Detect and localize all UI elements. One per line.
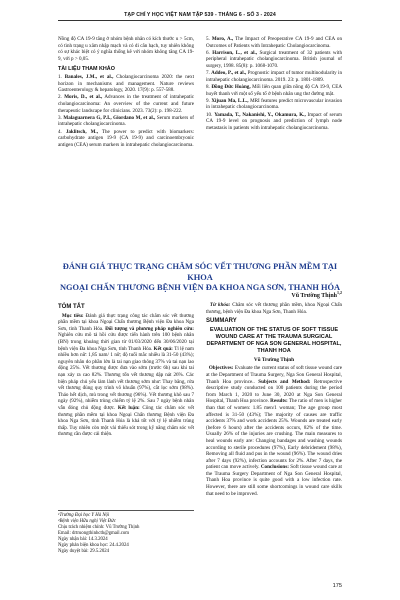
reference-item: 7. Addeo, P., et al., Prognostic impact of tumor multinodularity in intrahepatic cholangiocarcinoma. 2019. 23: p. 1801-1809. [206,70,342,83]
reference-item: 5. Moro, A., The Impact of Preoperative CA 19-9 and CEA on Outcomes of Patients with Intrahepatic Cholangiocarcinoma. [206,36,342,49]
author-affiliation-sup: 1,2 [337,290,342,295]
intro-paragraph: Nồng độ CA 19-9 tăng ở nhóm bệnh nhân có kích thước u > 5cm, có tình trạng u xâm nhập mạch và có di căn hạch, tuy nhiên không có sự khác biệt có ý nghĩa thống kê với nhóm không tăng CA 19-9, với p > 0,05. [58,36,194,62]
article-title-block [58,262,342,294]
article-title-line-2: NGOẠI CHẤN THƯƠNG BỆNH VIỆN ĐA KHOA NGA SƠN, THANH HÓA [59,283,341,293]
abstract-vietnamese [58,302,194,438]
footnote-affiliation-1: ¹Trường Đại học Y Hà Nội [58,513,110,518]
footnote-reviewed: Ngày phản biện khoa học: 24.4.2024 [58,543,129,548]
article-author: Vũ Trường Thịnh$^{1,2}$ [291,290,342,299]
keywords-paragraph: Từ khóa: Chăm sóc vết thương phần mềm, khoa Ngoại Chấn thương, bệnh viện Đa khoa Nga Sơn, Thanh Hóa. [206,302,343,315]
reference-item: 1. Banales, J.M., et al., Cholangiocarcinoma 2020: the next horizon in mechanisms and management. Nature reviews Gastroenterology & hepatology, 2020. 17(9): p. 557-588. [58,73,194,94]
reference-item: 10. Yamada, T., Nakanishi, Y., Okamura, K., Impact of serum CA 19-9 level on prognosis and prediction of lymph node metastasis in patients with intrahepatic cholangiocarcinoma. [206,111,342,131]
summary-paragraph: Objectives: Evaluate the current status of soft tissue wound care at the Department of Trauma Surgery, Nga Son General Hospital, Thanh Hoa province.. Subjects and Method: Retrospective descriptive study conducted on 100 patients during the period from March 1, 2020 to June 30, 2020 at Nga Son General Hospital, Thanh Hoa province. Results: The ratio of men is higher than that of women: 1.85 men/1 woman; The age group most affected is 31-50 (43%); The majority of causes are traffic accidents 37% and work accidents 25%. Wounds are treated early (before 6 hours) after the accidents occurs, 82% of the time. Usually 26% of the injuries are crushing. The main measures to heal wounds early are: Changing bandages and washing wounds according to sterile procedures (97%), Early debridement (98%), Removing all fluid and pus in the wound (96%). The wound dries after 7 days (92%), infection accounts for 2%. After 7 days, the patient can move actively. Conclusions: Soft tissue wound care at the Trauma Surgery Department of Nga Son General Hospital, Thanh Hoa province is quite good with a low infection rate. However, there are still some shortcomings in wound care skills that need to be improved. [206,365,343,497]
summary-heading: SUMMARY [206,318,237,325]
reference-item: 6. Harrison, L., et al., Surgical treatment of 32 patients with peripheral intrahepatic cholangiocarcinoma. British journal of surgery, 1998. 85(8): p. 1068-1070. [206,49,342,69]
references-list-right [206,36,342,131]
reference-item: 9. Xijuan Ma, L.L., MRI features predict microvascular invasion in intrahepatic cholangiocarcinoma. [206,97,343,111]
footnotes [58,510,194,555]
journal-header: TẠP CHÍ Y HỌC VIỆT NAM TẬP 539 - THÁNG 6 - SỐ 3 - 2024 [58,12,342,21]
page-number: 175 [332,583,342,589]
right-top-column [206,36,342,132]
reference-item: 3. Malaguarnera G, P.I., Giordano M, et al., Serum markers of intrahepatic cholangiocarcinoma. [58,114,194,128]
summary-english-author: Vũ Trường Thịnh [253,356,295,363]
footnote-email: Email: drtruongthinhcth@gmail.com [58,531,130,536]
footnote-received: Ngày nhận bài: 14.3.2024 [58,537,108,542]
reference-item: 8. Đồng Đức Hoàng, Mối liên quan giữa nồng độ CA 19-9, CEA huyết thanh với một số yếu tố ở bệnh nhân ung thư đường mật. [206,83,342,97]
footnote-corresponding: Chịu trách nhiệm chính: Vũ Trường Thịnh [58,525,140,530]
abstract-paragraph: Mục tiêu: Đánh giá thực trạng công tác chăm sóc vết thương phần mềm tại khoa Ngoại Chấn thương Bệnh viện Đa khoa Nga Sơn, tỉnh Thanh Hóa. Đối tượng và phương pháp nghiên cứu: Nghiên cứu mô tả hồi cứu được tiến hành trên 100 bệnh nhân (BN) trong khoảng thời gian từ 01/03/2020 đến 30/06/2020 tại bệnh viện Đa khoa Nga Sơn, tỉnh Thanh Hóa. Kết quả: Tỉ lệ nam nhiều hơn nữ: 1,85 nam/ 1 nữ; độ tuổi mắc nhiều là 31-50 (43%); nguyên nhân do phần lớn là tai nạn giao thông 37% và tai nạn lao động 25%. Vết thương được đưa vào sớm (trước 6h) sau khi tai nạn xảy ra cao 82%. Thương tổn vết thương dập nát 26%. Các biện pháp chủ yếu làm lành vết thương sớm như: Thay băng, rửa vết thương đúng quy trình vô khuẩn (97%), cắt lọc sớm (98%). Tháo hết dịch, mủ trong vết thương (96%). Vết thương khô sau 7 ngày (92%), nhiễm trùng chiếm tỷ lệ 2%. Sau 7 ngày bệnh nhân vẫn đóng chủ động được. Kết luận: Công tác chăm sóc vết thương phần mềm tại khoa Ngoại Chấn thương Bệnh viện Đa khoa Nga Sơn, tỉnh Thanh Hóa là khá tốt với tỷ lệ nhiễm trùng thấp. Tuy nhiên còn một vài thiếu sót trong kỹ năng chăm sóc vết thương cần được cải thiện. [58,312,195,438]
article-title-line-1: ĐÁNH GIÁ THỰC TRẠNG CHĂM SÓC VẾT THƯƠNG PHẦN MỀM TẠI KHOA [62,262,338,282]
reference-item: 2. Moris, D., et al., Advances in the treatment of intrahepatic cholangiocarcinoma: An overview of the current and future therapeutic landscape for clinicians. 2023. 73(2): p. 198-222. [58,94,194,114]
reference-item: 4. Jaklitsch, M., The power to predict with biomarkers: carbohydrate antigen 19-9 (CA 19-9) and carcinoembryonic antigen (CEA) serum markers in intrahepatic cholangiocarcinoma. [58,128,194,148]
footnote-affiliation-2: ²Bệnh viện Hữu nghị Việt Đức [58,519,116,524]
references-heading: TÀI LIỆU THAM KHẢO [58,66,115,73]
references-list-left [58,74,194,148]
left-top-column [58,36,194,149]
summary-english [206,302,342,497]
footnote-accepted: Ngày duyệt bài: 29.5.2024 [58,549,110,554]
summary-english-title: EVALUATION OF THE STATUS OF SOFT TISSUE WOUND CARE AT THE TRAUMA SURGICAL DEPARTMENT OF NGA SON GENERAL HOSPITAL, THANH HOA [206,326,342,354]
abstract-heading: TÓM TẮT [58,304,85,310]
